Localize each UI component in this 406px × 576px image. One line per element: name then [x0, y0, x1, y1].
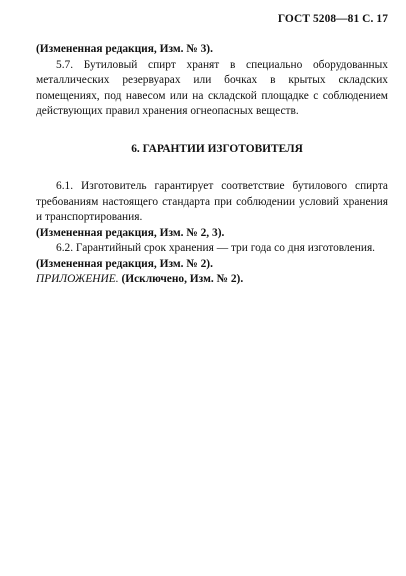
- paragraph-6-1: 6.1. Изготовитель гарантирует соответствие бутилового спирта требованиям настоящего стандарта при соблюдении условий хранения и транспортирования.: [36, 180, 388, 223]
- appendix-label: ПРИЛОЖЕНИЕ.: [36, 273, 119, 285]
- amendment-note: (Измененная редакция, Изм. № 3).: [36, 43, 213, 55]
- appendix-line: [36, 272, 388, 288]
- page-content: [36, 42, 388, 288]
- amendment-note: (Измененная редакция, Изм. № 2).: [36, 257, 213, 270]
- page-header: ГОСТ 5208—81 С. 17: [277, 13, 388, 25]
- amendment-note: (Измененная редакция, Изм. № 2, 3).: [36, 226, 225, 239]
- paragraph-6-2: 6.2. Гарантийный срок хранения — три года со дня изготовления.: [56, 242, 376, 254]
- paragraph-5-7: 5.7. Бутиловый спирт хранят в специально оборудованных металлических резервуарах или бочках в крытых складских помещениях, под навесом или на складской площадке с соблюдением действующих правил хранения огнеопасных веществ.: [36, 58, 388, 117]
- appendix-note: (Исключено, Изм. № 2).: [121, 273, 244, 285]
- section-title: 6. ГАРАНТИИ ИЗГОТОВИТЕЛЯ: [131, 142, 303, 155]
